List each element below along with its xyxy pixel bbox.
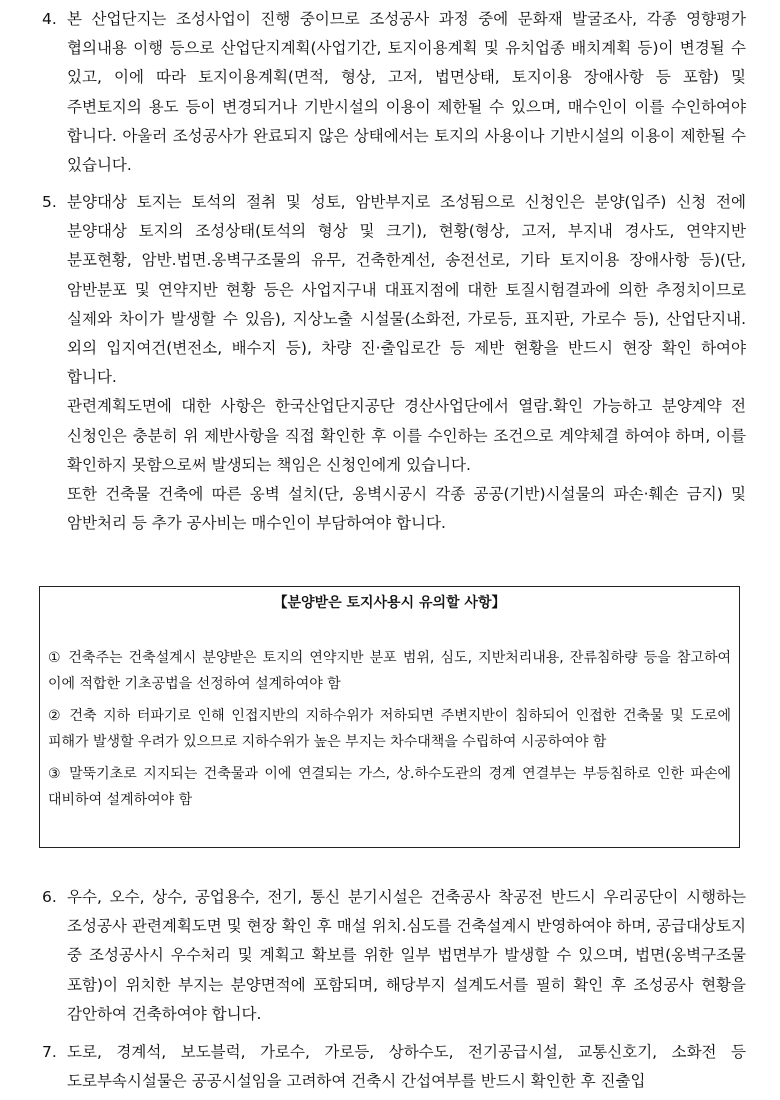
clause-body	[67, 1038, 746, 1096]
clause-5	[42, 188, 746, 538]
clause-body	[67, 883, 746, 1029]
clause-number: 5.	[42, 193, 57, 211]
clause-body	[67, 188, 746, 538]
clause-paragraph: 우수, 오수, 상수, 공업용수, 전기, 통신 분기시설은 건축공사 착공전 반드시 우리공단이 시행하는 조성공사 관련계획도면 및 현장 확인 후 매설 위치.심도를 건축설계시 반영하여야 하며, 공급대상토지 중 조성공사시 우수처리 및 계획고 확보를 위한 일부 법면부가 발생할 수 있으며, 법면(옹벽구조물 포함)이 위치한 부지는 분양면적에 포함되며, 해당부지 설계도서를 필히 확인 후 조성공사 현황을 감안하여 건축하여야 합니다.	[67, 888, 746, 1023]
clause-number: 6.	[42, 888, 57, 906]
clause-body	[67, 5, 746, 180]
notice-point: ② 건축 지하 터파기로 인해 인접지반의 지하수위가 저하되면 주변지반이 침하되어 인접한 건축물 및 도로에 피해가 발생할 우려가 있으므로 지하수위가 높은 부지는 차수대책을 수립하여 시공하여야 함	[48, 708, 731, 750]
notice-point: ③ 말뚝기초로 지지되는 건축물과 이에 연결되는 가스, 상.하수도관의 경계 연결부는 부등침하로 인한 파손에 대비하여 설계하여야 함	[48, 766, 731, 808]
clause-paragraph: 관련계획도면에 대한 사항은 한국산업단지공단 경산사업단에서 열람.확인 가능하고 분양계약 전 신청인은 충분히 위 제반사항을 직접 확인한 후 이를 수인하는 조건으로 계약체결 하여야 하며, 이를 확인하지 못함으로써 발생되는 책임은 신청인에게 있습니다.	[67, 397, 746, 474]
clause-paragraph: 분양대상 토지는 토석의 절취 및 성토, 암반부지로 조성됨으로 신청인은 분양(입주) 신청 전에 분양대상 토지의 조성상태(토석의 형상 및 크기), 현황(형상, 고저, 부지내 경사도, 연약지반 분포현황, 암반.법면.옹벽구조물의 유무, 건축한계선, 송전선로, 기타 토지이용 장애사항 등)(단, 암반분포 및 연약지반 현황 등은 사업지구내 대표지점에 대한 토질시험결과에 의한 추정치이므로 실제와 차이가 발생할 수 있음), 지상노출 시설물(소화전, 가로등, 표지판, 가로수 등), 산업단지내.외의 입지여건(변전소, 배수지 등), 차량 진·출입로간 등 제반 현황을 반드시 현장 확인 하여야 합니다.	[67, 193, 746, 387]
clause-number: 4.	[42, 10, 57, 28]
clause-4	[42, 5, 746, 180]
notice-box	[39, 586, 740, 848]
notice-point: ① 건축주는 건축설계시 분양받은 토지의 연약지반 분포 범위, 심도, 지반처리내용, 잔류침하량 등을 참고하여 이에 적합한 기초공법을 선정하여 설계하여야 함	[48, 650, 731, 692]
clause-paragraph: 본 산업단지는 조성사업이 진행 중이므로 조성공사 과정 중에 문화재 발굴조사, 각종 영향평가 협의내용 이행 등으로 산업단지계획(사업기간, 토지이용계획 및 유치업종 배치계획 등)이 변경될 수 있고, 이에 따라 토지이용계획(면적, 형상, 고저, 법면상태, 토지이용 장애사항 등 포함) 및 주변토지의 용도 등이 변경되거나 기반시설의 이용이 제한될 수 있으며, 매수인이 이를 수인하여야 합니다. 아울러 조성공사가 완료되지 않은 상태에서는 토지의 사용이나 기반시설의 이용이 제한될 수 있습니다.	[67, 10, 746, 175]
clause-7	[42, 1038, 746, 1096]
clause-paragraph: 또한 건축물 건축에 따른 옹벽 설치(단, 옹벽시공시 각종 공공(기반)시설물의 파손·훼손 금지) 및 암반처리 등 추가 공사비는 매수인이 부담하여야 합니다.	[67, 485, 746, 533]
notice-title: 【분양받은 토지사용시 유의할 사항】	[273, 595, 506, 611]
clause-paragraph: 도로, 경계석, 보도블럭, 가로수, 가로등, 상하수도, 전기공급시설, 교통신호기, 소화전 등 도로부속시설물은 공공시설임을 고려하여 건축시 간섭여부를 반드시 확인한 후 진출입	[67, 1043, 746, 1091]
clause-6	[42, 883, 746, 1029]
clause-number: 7.	[42, 1043, 57, 1061]
